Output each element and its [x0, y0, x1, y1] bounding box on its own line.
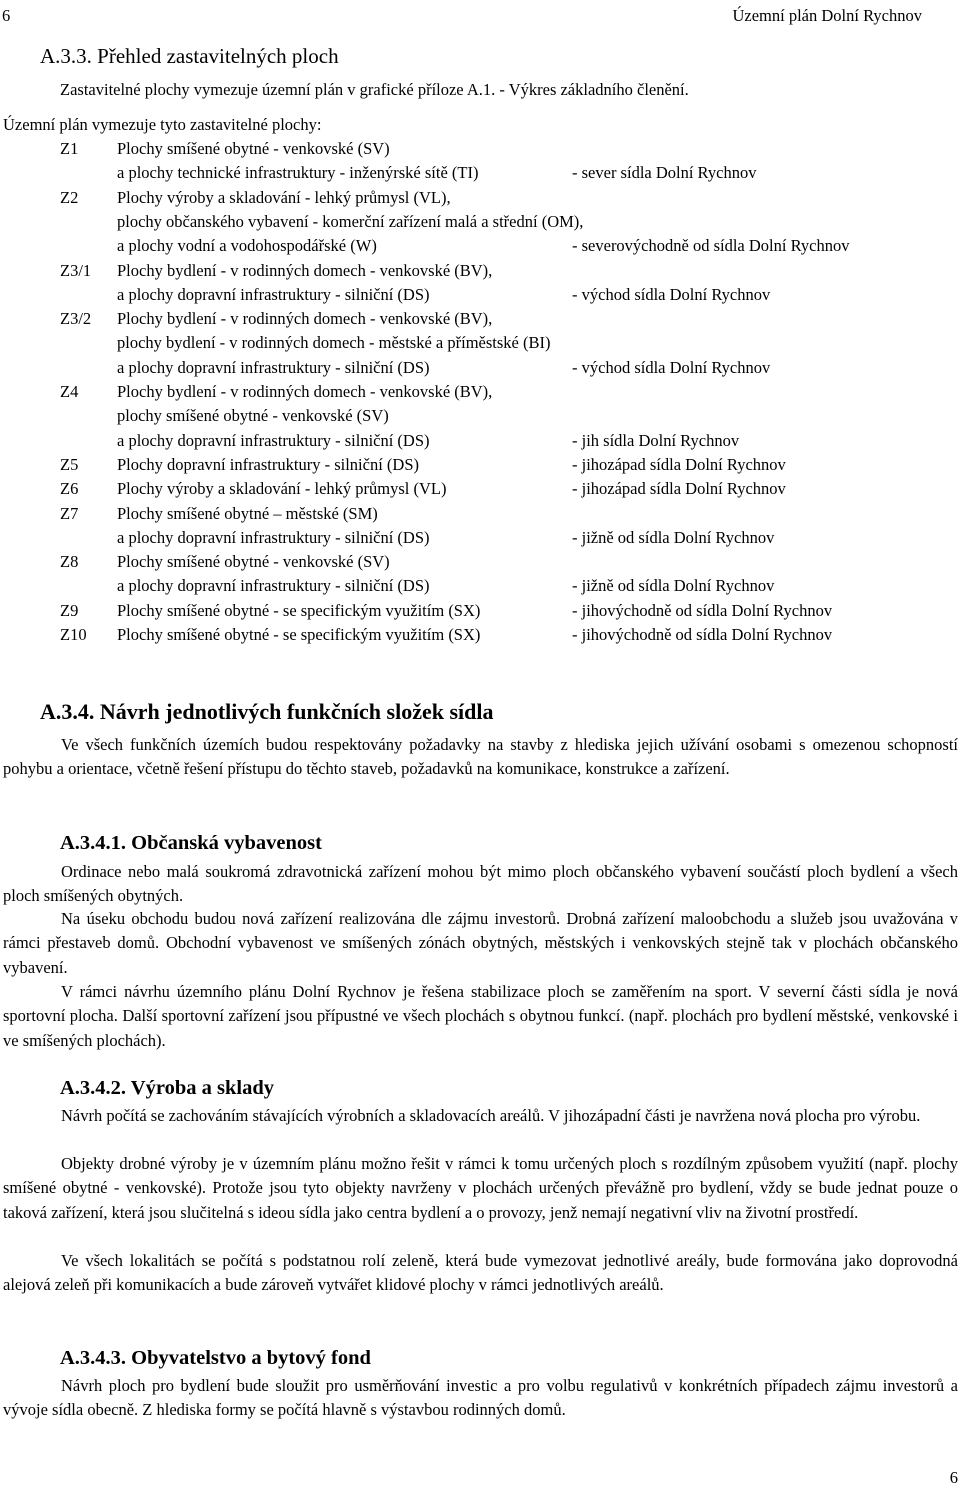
- area-location: - sever sídla Dolní Rychnov: [572, 163, 757, 183]
- area-location: - jižně od sídla Dolní Rychnov: [572, 576, 775, 596]
- area-description: Plochy bydlení - v rodinných domech - venkovské (BV),: [117, 260, 493, 280]
- area-code: Z9: [60, 600, 79, 620]
- area-row: [0, 163, 960, 187]
- area-description: Plochy smíšené obytné – městské (SM): [117, 503, 378, 523]
- area-description: Plochy smíšené obytné - venkovské (SV): [117, 139, 390, 158]
- area-description: Plochy výroby a skladování - lehký průmysl (VL): [117, 479, 447, 499]
- area-row: [0, 261, 960, 285]
- area-location: - jihozápad sídla Dolní Rychnov: [572, 479, 786, 499]
- area-row: [0, 358, 960, 382]
- area-code: Z7: [60, 503, 79, 523]
- area-row: [0, 601, 960, 625]
- paragraph: Ve všech lokalitách se počítá s podstatnou rolí zeleně, která bude vymezovat jednotlivé areály, bude formována jako doprovodná alejová zeleň při komunikacích a bude zároveň vytvářet klidové plochy v rámci jednotlivých areálů.: [3, 1251, 958, 1295]
- area-location: - jižně od sídla Dolní Rychnov: [572, 527, 775, 547]
- area-code: Z4: [60, 382, 79, 401]
- area-row: [0, 212, 960, 236]
- area-location: - jih sídla Dolní Rychnov: [572, 430, 740, 450]
- area-description: Plochy bydlení - v rodinných domech - venkovské (BV),: [117, 309, 493, 329]
- area-location: - jihovýchodně od sídla Dolní Rychnov: [572, 625, 833, 644]
- area-row: [0, 236, 960, 260]
- area-code: Z5: [60, 454, 79, 474]
- section-heading-a341: A.3.4.1. Občanská vybavenost: [60, 832, 322, 854]
- area-location: - jihovýchodně od sídla Dolní Rychnov: [572, 600, 833, 620]
- paragraph: Na úseku obchodu budou nová zařízení realizována dle zájmu investorů. Drobná zařízení maloobchodu a služeb jsou uvažována v rámci přestaveb domů. Obchodní vybavenost ve smíšených zónách obytných, městských i venkovských stejně tak v plochách občanského vybavení.: [3, 909, 958, 977]
- area-description: plochy smíšené obytné - venkovské (SV): [117, 406, 389, 426]
- area-code: Z1: [60, 139, 79, 158]
- page-number-top: 6: [2, 6, 11, 25]
- area-description: Plochy smíšené obytné - se specifickým využitím (SX): [117, 600, 481, 620]
- intro-line: Zastavitelné plochy vymezuje územní plán v grafické příloze A.1. - Výkres základního členění.: [60, 80, 689, 99]
- area-description: plochy bydlení - v rodinných domech - městské a příměstské (BI): [117, 333, 551, 353]
- document-title: Územní plán Dolní Rychnov: [732, 6, 922, 25]
- area-row: [0, 139, 960, 163]
- area-location: - jihozápad sídla Dolní Rychnov: [572, 454, 786, 474]
- area-description: a plochy dopravní infrastruktury - silniční (DS): [117, 284, 430, 304]
- area-description: a plochy dopravní infrastruktury - silniční (DS): [117, 527, 430, 547]
- area-location: - východ sídla Dolní Rychnov: [572, 357, 771, 377]
- area-row: [0, 625, 960, 649]
- section-heading-a342: A.3.4.2. Výroba a sklady: [60, 1077, 274, 1099]
- area-row: [0, 431, 960, 455]
- paragraph: Objekty drobné výroby je v územním plánu možno řešit v rámci k tomu určených ploch s rozdílným způsobem využití (např. plochy smíšené obytné - venkovské). Protože jsou tyto objekty navrženy v plochách určených převážně pro bydlení, vždy se bude jednat pouze o taková zařízení, která jsou slučitelná s ideou sídla jako centra bydlení a o provozy, jenž nemají negativní vliv na životní prostředí.: [3, 1154, 958, 1222]
- area-row: [0, 528, 960, 552]
- area-location: - východ sídla Dolní Rychnov: [572, 284, 771, 304]
- area-description: a plochy dopravní infrastruktury - silniční (DS): [117, 430, 430, 450]
- area-code: Z6: [60, 479, 79, 499]
- area-row: [0, 406, 960, 430]
- area-code: Z3/1: [60, 260, 92, 280]
- area-code: Z8: [60, 552, 79, 572]
- area-description: a plochy vodní a vodohospodářské (W): [117, 236, 377, 256]
- area-code: Z2: [60, 187, 79, 207]
- section-heading-a343: A.3.4.3. Obyvatelstvo a bytový fond: [60, 1347, 371, 1369]
- area-description: Plochy výroby a skladování - lehký průmysl (VL),: [117, 187, 451, 207]
- area-code: Z10: [60, 625, 87, 644]
- section-heading-a34: A.3.4. Návrh jednotlivých funkčních složek sídla: [40, 699, 494, 724]
- area-row: [0, 455, 960, 479]
- section-heading-a33: A.3.3. Přehled zastavitelných ploch: [40, 44, 339, 68]
- area-description: a plochy dopravní infrastruktury - silniční (DS): [117, 357, 430, 377]
- area-code: Z3/2: [60, 309, 92, 329]
- paragraph: Ve všech funkčních územích budou respektovány požadavky na stavby z hlediska jejich užívání osobami s omezenou schopností pohybu a orientace, včetně řešení přístupu do těchto staveb, požadavků na komunikace, konstrukce a zařízení.: [3, 735, 958, 779]
- paragraph: Návrh ploch pro bydlení bude sloužit pro usměrňování investic a pro volbu regulativů v konkrétních případech zájmu investorů a vývoje sídla obecně. Z hlediska formy se počítá hlavně s výstavbou rodinných domů.: [3, 1376, 958, 1420]
- area-description: Plochy smíšené obytné - se specifickým využitím (SX): [117, 625, 481, 644]
- area-description: Plochy smíšené obytné - venkovské (SV): [117, 552, 390, 572]
- area-description: Plochy bydlení - v rodinných domech - venkovské (BV),: [117, 382, 493, 401]
- area-description: a plochy dopravní infrastruktury - silniční (DS): [117, 576, 430, 596]
- page-number-bottom: 6: [949, 1468, 958, 1487]
- area-row: [0, 479, 960, 503]
- area-row: [0, 309, 960, 333]
- area-description: a plochy technické infrastruktury - inženýrské sítě (TI): [117, 163, 479, 183]
- area-location: - severovýchodně od sídla Dolní Rychnov: [572, 236, 850, 256]
- area-row: [0, 333, 960, 357]
- area-row: [0, 552, 960, 576]
- area-description: Plochy dopravní infrastruktury - silniční (DS): [117, 454, 419, 474]
- area-row: [0, 188, 960, 212]
- area-row: [0, 285, 960, 309]
- paragraph: V rámci návrhu územního plánu Dolní Rychnov je řešena stabilizace ploch se zaměřením na sport. V severní části sídla je nová sportovní plocha. Další sportovní zařízení jsou přípustné ve všech plochách s obytnou funkcí. (např. plochách pro bydlení městské, venkovské i ve smíšených plochách).: [3, 982, 958, 1050]
- area-description: plochy občanského vybavení - komerční zařízení malá a střední (OM),: [117, 211, 584, 231]
- intro-line-2: Územní plán vymezuje tyto zastavitelné plochy:: [3, 115, 322, 134]
- area-row: [0, 576, 960, 600]
- area-row: [0, 504, 960, 528]
- area-row: [0, 382, 960, 406]
- paragraph: Návrh počítá se zachováním stávajících výrobních a skladovacích areálů. V jihozápadní části je navržena nová plocha pro výrobu.: [61, 1106, 921, 1125]
- paragraph: Ordinace nebo malá soukromá zdravotnická zařízení mohou být mimo ploch občanského vybavení součástí ploch bydlení a všech ploch smíšených obytných.: [3, 862, 958, 906]
